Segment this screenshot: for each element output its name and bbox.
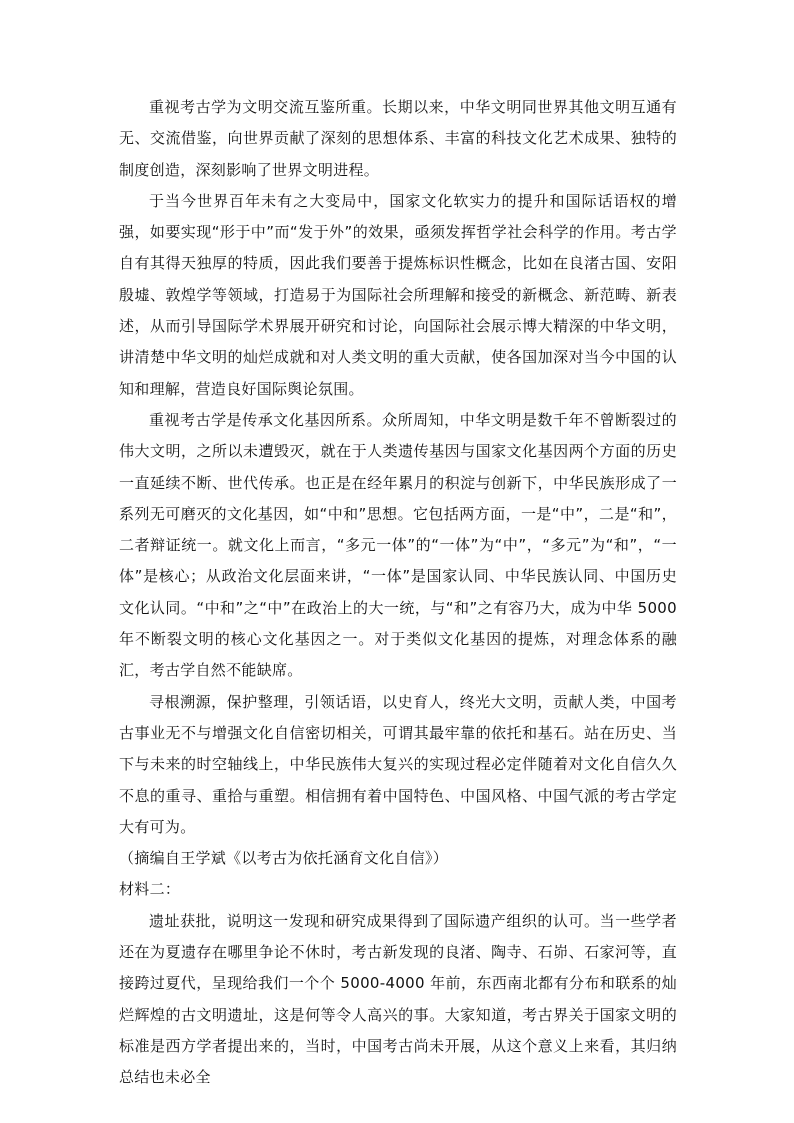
body-paragraph-2: 于当今世界百年未有之大变局中，国家文化软实力的提升和国际话语权的增强，如要实现“形于中”而“发于外”的效果，亟须发挥哲学社会科学的作用。考古学自有其得天独厚的特质，因此我们要善于提炼标识性概念，比如在良渚古国、安阳殷墟、敦煌学等领域，打造易于为国际社会所理解和接受的新概念、新范畴、新表述，从而引导国际学术界展开研究和讨论，向国际社会展示博大精深的中华文明，讲清楚中华文明的灿烂成就和对人类文明的重大贡献，使各国加深对当今中国的认知和理解，营造良好国际舆论氛围。 [119,191,677,398]
body-paragraph-1: 重视考古学为文明交流互鉴所重。长期以来，中华文明同世界其他文明互通有无、交流借鉴，向世界贡献了深刻的思想体系、丰富的科技文化艺术成果、独特的制度创造，深刻影响了世界文明进程。 [119,98,677,179]
material-paragraph: 遗址获批，说明这一发现和研究成果得到了国际遗产组织的认可。当一些学者还在为夏遗存在哪里争论不休时，考古新发现的良渚、陶寺、石峁、石家河等，直接跨过夏代，呈现给我们一个个 5000-4000 年前，东西南北都有分布和联系的灿烂辉煌的古文明遗址，这是何等令人高兴的事。大家知道，考古界关于国家文明的标准是西方学者提出来的，当时，中国考古尚未开展，从这个意义上来看，其归纳总结也未必全 [119,911,677,1087]
document-page [119,92,677,1094]
body-paragraph-3: 重视考古学是传承文化基因所系。众所周知，中华文明是数千年不曾断裂过的伟大文明，之所以未遭毁灭，就在于人类遗传基因与国家文化基因两个方面的历史一直延续不断、世代传承。也正是在经年累月的积淀与创新下，中华民族形成了一系列无可磨灭的文化基因，如“中和”思想。它包括两方面，一是“中”，二是“和”，二者辩证统一。就文化上而言，“多元一体”的“一体”为“中”，“多元”为“和”，“一体”是核心；从政治文化层面来讲，“一体”是国家认同、中华民族认同、中国历史文化认同。“中和”之“中”在政治上的大一统，与“和”之有容乃大，成为中华 5000 年不断裂文明的核心文化基因之一。对于类似文化基因的提炼，对理念体系的融汇，考古学自然不能缺席。 [119,410,677,680]
body-paragraph-4: 寻根溯源，保护整理，引领话语，以史育人，终光大文明，贡献人类，中国考古事业无不与增强文化自信密切相关，可谓其最牢靠的依托和基石。站在历史、当下与未来的时空轴线上，中华民族伟大复兴的实现过程必定伴随着对文化自信久久不息的重寻、重拾与重塑。相信拥有着中国特色、中国风格、中国气派的考古学定大有可为。 [119,692,677,836]
source-citation: （摘编自王学斌《以考古为依托涵育文化自信》） [119,849,449,868]
material-label: 材料二： [119,880,181,899]
